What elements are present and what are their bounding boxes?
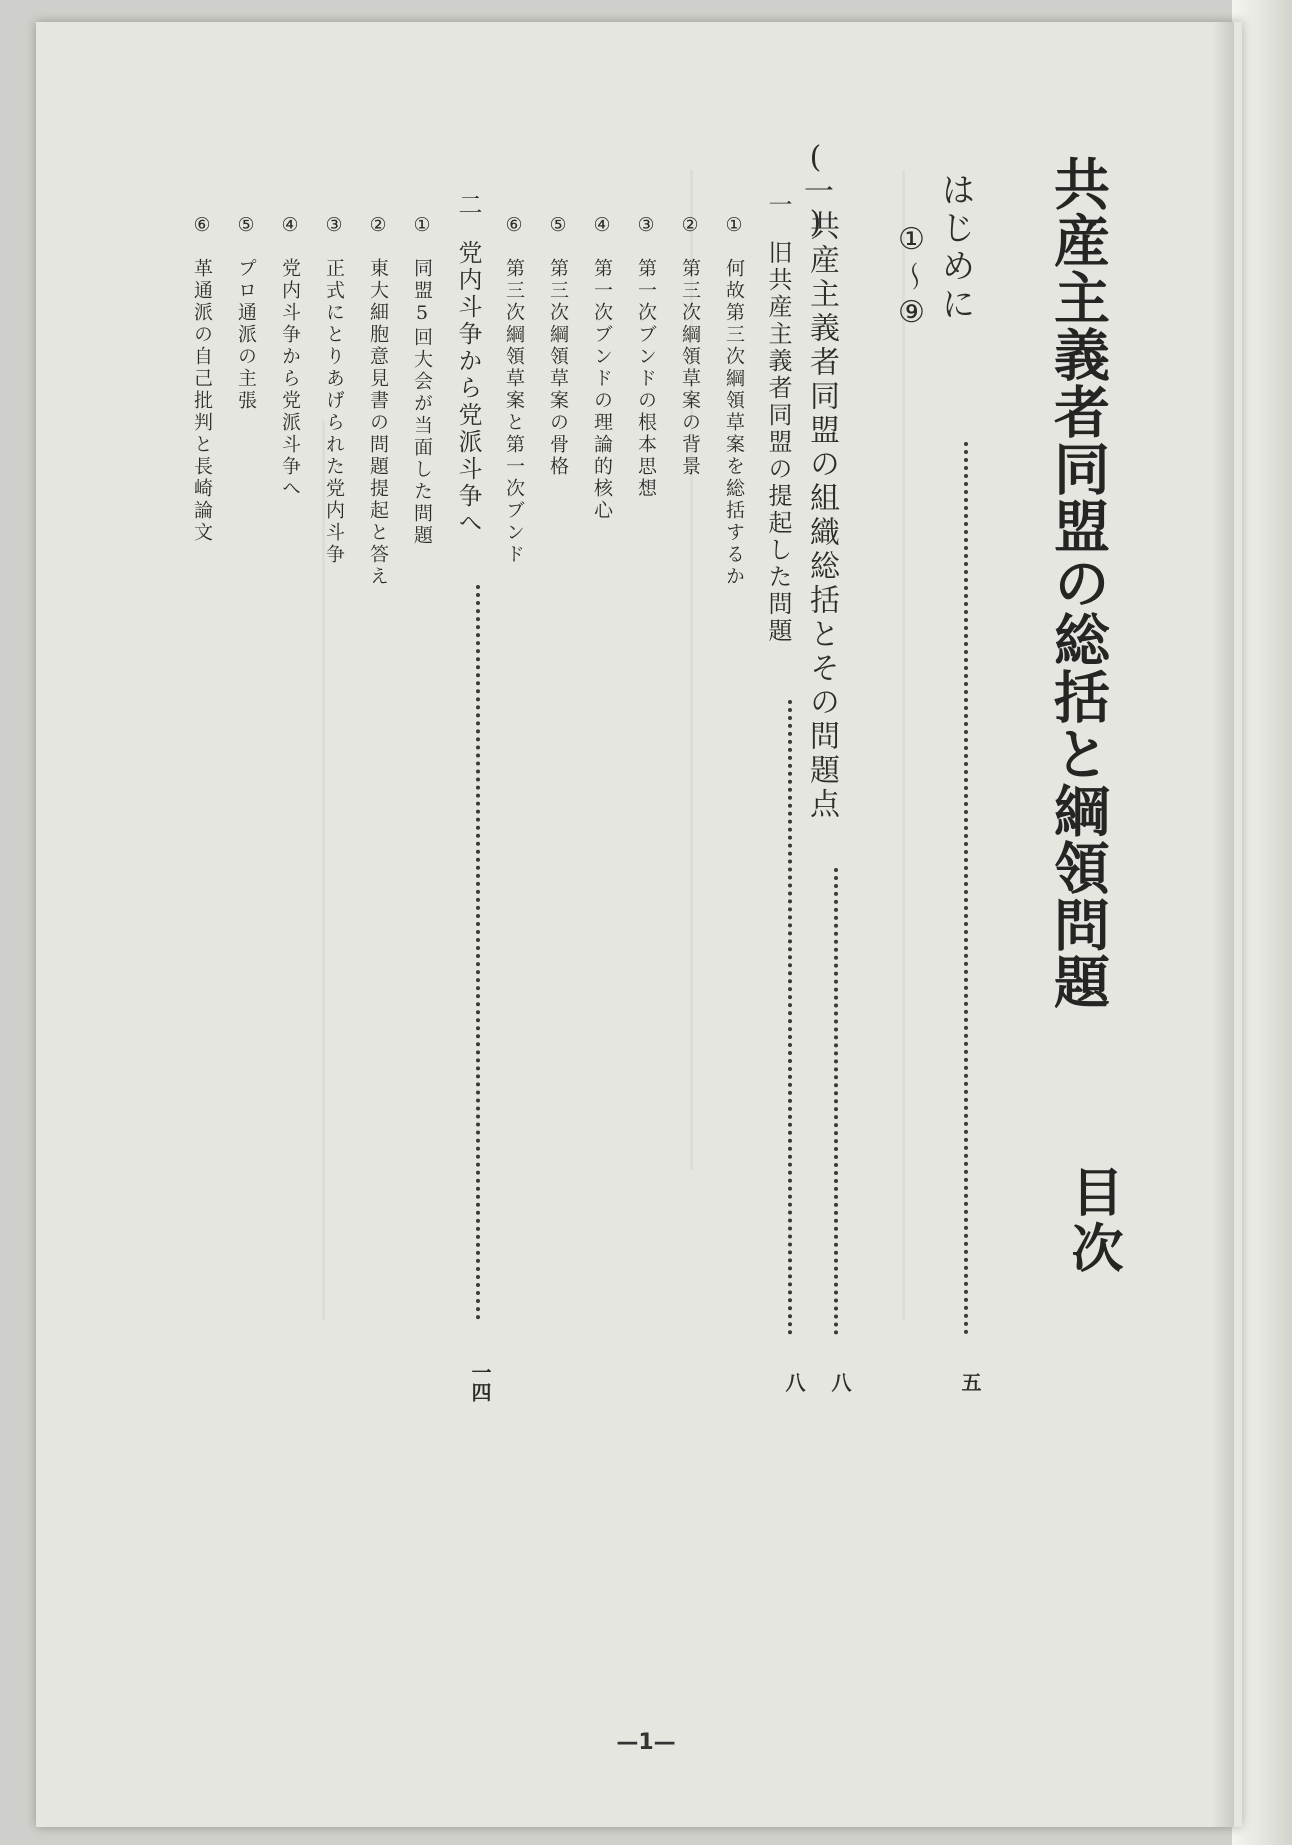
toc-subentry: 革通派の自己批判と長崎論文 bbox=[191, 258, 213, 544]
page-footer-number: —1— bbox=[616, 1730, 676, 1755]
leader-dots bbox=[476, 585, 480, 1320]
toc-subentry: 党内斗争から党派斗争へ bbox=[279, 258, 301, 500]
subsection-number: ⑤ bbox=[235, 214, 257, 239]
toc-subentry: 正式にとりあげられた党内斗争 bbox=[323, 258, 345, 566]
subsection-number: ⑥ bbox=[191, 214, 213, 239]
toc-entry-section1: 旧共産主義者同盟の提起した問題 bbox=[764, 240, 792, 645]
subsection-number: ⑤ bbox=[547, 214, 569, 239]
toc-subentry: 東大細胞意見書の問題提起と答え bbox=[367, 258, 389, 588]
subsection-number: ④ bbox=[279, 214, 301, 239]
toc-entry-part1: 共産主義者同盟の組織総括とその問題点 bbox=[804, 210, 839, 822]
toc-subentry: 同盟5回大会が当面した問題 bbox=[411, 258, 433, 547]
toc-subentry: 第一次ブンドの理論的核心 bbox=[591, 258, 613, 522]
page-number: 一四 bbox=[468, 1362, 492, 1402]
subsection-number: ② bbox=[679, 214, 701, 239]
page-shadow bbox=[1212, 22, 1234, 1827]
subsection-number: ② bbox=[367, 214, 389, 239]
page-number: 八 bbox=[828, 1372, 852, 1392]
toc-subentry: 第三次綱領草案の背景 bbox=[679, 258, 701, 478]
subsection-number: ① bbox=[723, 214, 745, 239]
toc-entry-section2: 党内斗争から党派斗争へ bbox=[454, 240, 482, 537]
toc-entry-intro: はじめに bbox=[935, 172, 975, 324]
toc-subentry: 第一次ブンドの根本思想 bbox=[635, 258, 657, 500]
section-number: 二 bbox=[454, 192, 482, 219]
section-number: 一 bbox=[764, 192, 792, 219]
page-number: 五 bbox=[958, 1372, 982, 1392]
toc-subentry: プロ通派の主張 bbox=[235, 258, 257, 412]
subsection-number: ① bbox=[411, 214, 433, 239]
subsection-number: ③ bbox=[323, 214, 345, 239]
subsection-number: ④ bbox=[591, 214, 613, 239]
leader-dots bbox=[834, 868, 838, 1335]
contents-heading: 目次 bbox=[1062, 1165, 1123, 1277]
part-marker: (一) bbox=[798, 140, 833, 240]
subsection-number: ③ bbox=[635, 214, 657, 239]
toc-entry-intro-subitems: ①〜⑨ bbox=[894, 222, 929, 334]
leader-dots bbox=[964, 442, 968, 1335]
toc-subentry: 第三次綱領草案と第一次ブンド bbox=[503, 258, 525, 566]
toc-subentry: 何故第三次綱領草案を総括するか bbox=[723, 258, 745, 588]
leader-dots bbox=[788, 700, 792, 1335]
toc-subentry: 第三次綱領草案の骨格 bbox=[547, 258, 569, 478]
show-through-mark bbox=[902, 170, 905, 1320]
subsection-number: ⑥ bbox=[503, 214, 525, 239]
document-title: 共産主義者同盟の総括と綱領問題 bbox=[1045, 155, 1111, 1010]
page-number: 八 bbox=[782, 1372, 806, 1392]
